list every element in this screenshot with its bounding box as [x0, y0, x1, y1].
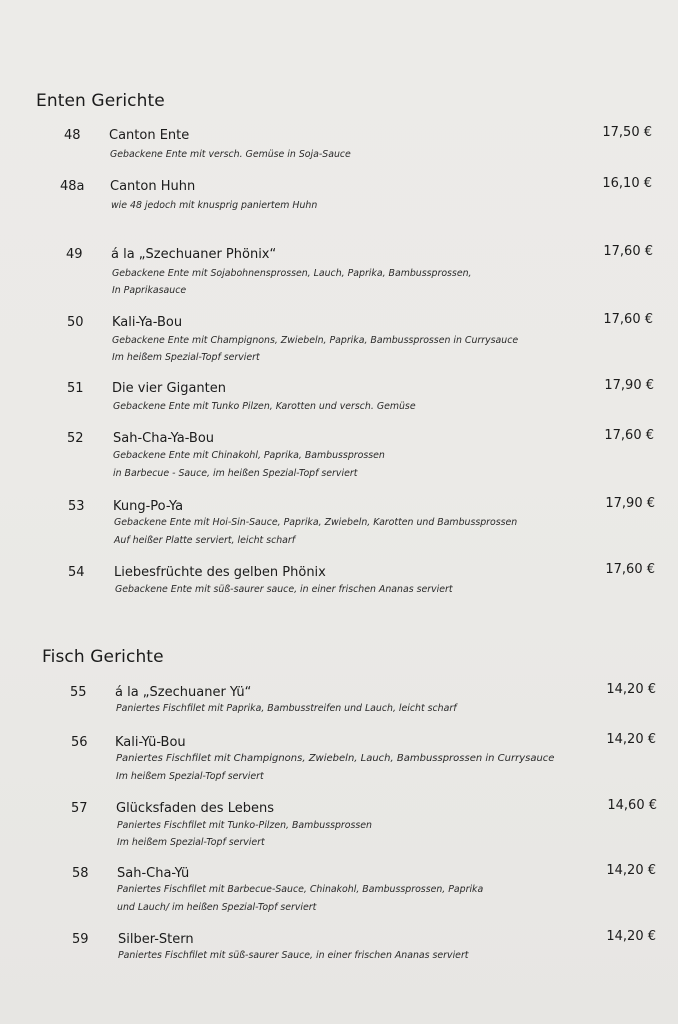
item-number: 57	[71, 801, 88, 816]
item-name: Silber-Stern	[118, 932, 194, 947]
menu-item-52	[0, 428, 678, 491]
item-description: Paniertes Fischfilet mit Tunko-Pilzen, Bambussprossen	[117, 820, 372, 831]
menu-item-53	[0, 496, 678, 559]
item-price: 14,60 €	[607, 798, 657, 813]
item-number: 59	[72, 932, 89, 947]
item-number: 51	[67, 381, 84, 396]
item-price: 17,60 €	[603, 312, 653, 327]
item-description: Gebackene Ente mit Sojabohnensprossen, Lauch, Paprika, Bambussprossen,	[112, 268, 472, 279]
item-price: 17,50 €	[602, 125, 652, 140]
item-name: Kali-Yü-Bou	[115, 735, 186, 750]
item-price: 17,60 €	[604, 428, 654, 443]
item-number: 56	[71, 735, 88, 750]
item-name: á la „Szechuaner Phönix“	[111, 247, 277, 262]
item-number: 54	[68, 565, 85, 580]
item-price: 16,10 €	[602, 176, 652, 191]
item-name: Sah-Cha-Ya-Bou	[113, 431, 215, 446]
item-number: 48	[64, 128, 81, 143]
item-name: á la „Szechuaner Yü“	[115, 685, 252, 700]
item-description: Gebackene Ente mit Hoi-Sin-Sauce, Paprika, Zwiebeln, Karotten und Bambussprossen	[114, 517, 518, 528]
item-description: Paniertes Fischfilet mit süß-saurer Sauce, in einer frischen Ananas serviert	[118, 950, 469, 961]
item-price: 14,20 €	[606, 929, 656, 944]
menu-item-48a	[0, 176, 678, 239]
item-number: 58	[72, 866, 89, 881]
item-name: Glücksfaden des Lebens	[116, 801, 274, 816]
item-description-line-2: und Lauch/ im heißen Spezial-Topf serviert	[117, 902, 317, 913]
item-name: Kung-Po-Ya	[113, 499, 184, 514]
menu-item-49	[0, 244, 678, 307]
item-name: Kali-Ya-Bou	[112, 315, 183, 330]
item-description-line-2: In Paprikasauce	[112, 285, 187, 296]
item-number: 53	[68, 499, 85, 514]
item-description: Paniertes Fischfilet mit Champignons, Zwiebeln, Lauch, Bambussprossen in Currysauce	[116, 753, 555, 764]
item-name: Sah-Cha-Yü	[117, 866, 190, 881]
item-number: 52	[67, 431, 84, 446]
item-description: Gebackene Ente mit versch. Gemüse in Soja-Sauce	[110, 149, 351, 160]
item-description: Gebackene Ente mit Tunko Pilzen, Karotten und versch. Gemüse	[113, 401, 416, 412]
item-description-line-2: in Barbecue - Sauce, im heißen Spezial-Topf serviert	[113, 468, 358, 479]
item-price: 17,60 €	[605, 562, 655, 577]
item-number: 50	[67, 315, 84, 330]
item-description: Gebackene Ente mit Champignons, Zwiebeln, Paprika, Bambussprossen in Currysauce	[112, 335, 519, 346]
section-title-enten: Enten Gerichte	[36, 91, 165, 111]
item-price: 14,20 €	[606, 863, 656, 878]
menu-item-54	[0, 562, 678, 625]
item-description-line-2: Im heißem Spezial-Topf serviert	[116, 771, 264, 782]
section-title-fisch: Fisch Gerichte	[42, 647, 164, 667]
item-description: Gebackene Ente mit süß-saurer sauce, in einer frischen Ananas serviert	[115, 584, 453, 595]
item-price: 14,20 €	[606, 732, 656, 747]
item-description: Gebackene Ente mit Chinakohl, Paprika, Bambussprossen	[113, 450, 385, 461]
item-name: Canton Huhn	[110, 179, 196, 194]
item-description-line-2: Im heißem Spezial-Topf serviert	[117, 837, 265, 848]
menu-item-58	[0, 863, 678, 926]
menu-item-59	[0, 929, 678, 992]
item-description: Paniertes Fischfilet mit Paprika, Bambusstreifen und Lauch, leicht scharf	[116, 703, 457, 714]
item-price: 14,20 €	[606, 682, 656, 697]
item-price: 17,90 €	[605, 496, 655, 511]
item-number: 49	[66, 247, 83, 262]
item-description-line-2: Auf heißer Platte serviert, leicht scharf	[114, 535, 296, 546]
menu-item-56	[0, 732, 678, 795]
item-name: Canton Ente	[109, 128, 190, 143]
item-description-line-2: Im heißem Spezial-Topf serviert	[112, 352, 260, 363]
item-number: 55	[70, 685, 87, 700]
menu-item-50	[0, 312, 678, 375]
item-description: Paniertes Fischfilet mit Barbecue-Sauce, Chinakohl, Bambussprossen, Paprika	[117, 884, 484, 895]
item-description: wie 48 jedoch mit knusprig paniertem Huhn	[111, 200, 318, 211]
item-name: Liebesfrüchte des gelben Phönix	[114, 565, 326, 580]
menu-item-57	[0, 798, 678, 861]
item-price: 17,90 €	[604, 378, 654, 393]
item-price: 17,60 €	[603, 244, 653, 259]
item-name: Die vier Giganten	[112, 381, 227, 396]
item-number: 48a	[60, 179, 85, 194]
